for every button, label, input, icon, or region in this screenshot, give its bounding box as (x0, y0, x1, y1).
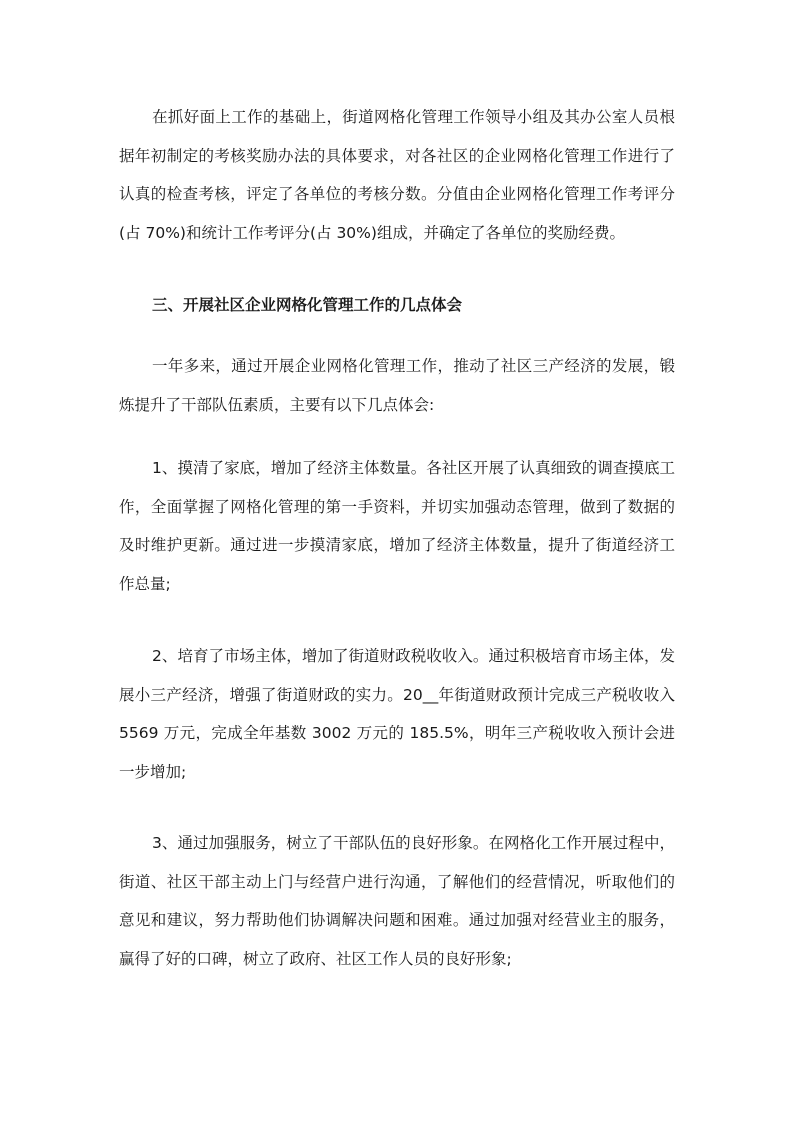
paragraph-point-1: 1、摸清了家底，增加了经济主体数量。各社区开展了认真细致的调查摸底工作，全面掌握了网格化管理的第一手资料，并切实加强动态管理，做到了数据的及时维护更新。通过进一步摸清家底，增加了经济主体数量，提升了街道经济工作总量; (119, 459, 675, 593)
paragraph-point-3: 3、通过加强服务，树立了干部队伍的良好形象。在网格化工作开展过程中，街道、社区干部主动上门与经营户进行沟通，了解他们的经营情况，听取他们的意见和建议，努力帮助他们协调解决问题和困难。通过加强对经营业主的服务，赢得了好的口碑，树立了政府、社区工作人员的良好形象; (119, 834, 675, 968)
paragraph-point-2: 2、培育了市场主体，增加了街道财政税收收入。通过积极培育市场主体，发展小三产经济，增强了街道财政的实力。20__年街道财政预计完成三产税收收入 5569 万元，完成全年基数 3002 万元的 185.5%，明年三产税收收入预计会进一步增加; (119, 647, 675, 781)
paragraph-assessment: 在抓好面上工作的基础上，街道网格化管理工作领导小组及其办公室人员根据年初制定的考核奖励办法的具体要求，对各社区的企业网格化管理工作进行了认真的检查考核，评定了各单位的考核分数。分值由企业网格化管理工作考评分(占 70%)和统计工作考评分(占 30%)组成，并确定了各单位的奖励经费。 (119, 108, 675, 242)
section-heading: 三、开展社区企业网格化管理工作的几点体会 (152, 296, 463, 314)
paragraph-intro: 一年多来，通过开展企业网格化管理工作，推动了社区三产经济的发展，锻炼提升了干部队伍素质，主要有以下几点体会: (119, 357, 675, 414)
